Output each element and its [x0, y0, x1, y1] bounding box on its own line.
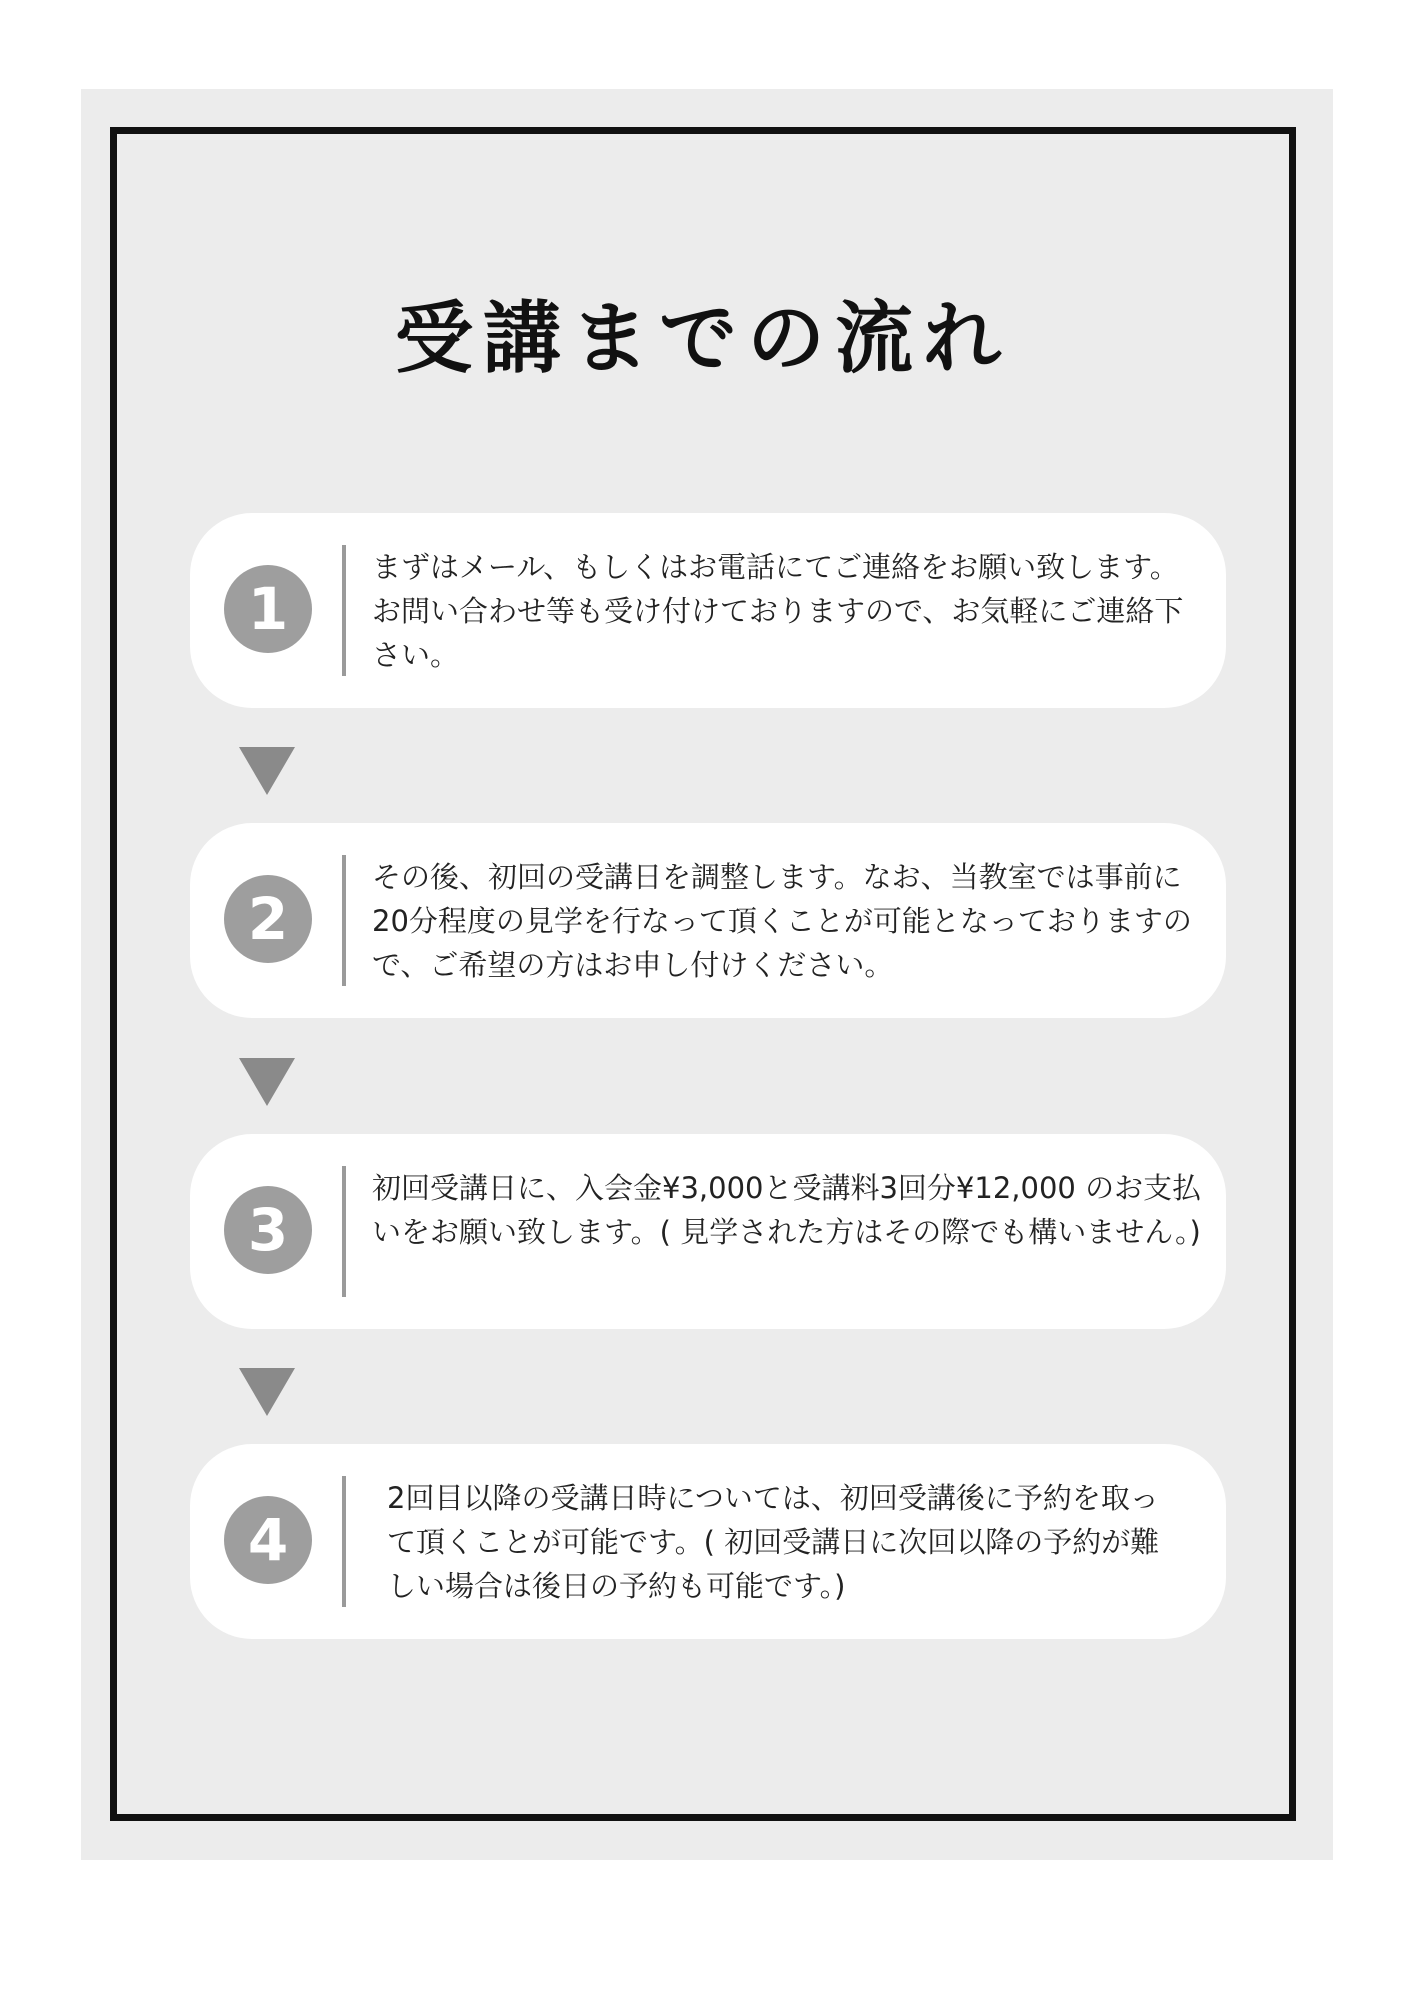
- step-number-badge: 1: [224, 565, 312, 653]
- step-text: 2回目以降の受講日時については、初回受講後に予約を取って頂くことが可能です。( 初回受講日に次回以降の予約が難しい場合は後日の予約も可能です。): [387, 1481, 1160, 1603]
- down-arrow-icon: [239, 1368, 295, 1416]
- step-card-3: [190, 1134, 1226, 1329]
- step-card-4: [190, 1444, 1226, 1639]
- step-card-1: [190, 513, 1226, 708]
- step-divider: [342, 855, 346, 986]
- down-arrow-icon: [239, 747, 295, 795]
- step-divider: [342, 1166, 346, 1297]
- step-card-2: [190, 823, 1226, 1018]
- step-number-badge: 4: [224, 1496, 312, 1584]
- step-text: 初回受講日に、入会金¥3,000と受講料3回分¥12,000 のお支払いをお願い致します。( 見学された方はその際でも構いません。): [372, 1171, 1202, 1249]
- step-divider: [342, 545, 346, 676]
- step-text: その後、初回の受講日を調整します。なお、当教室では事前に20分程度の見学を行なって頂くことが可能となっておりますので、ご希望の方はお申し付けください。: [372, 860, 1192, 982]
- down-arrow-icon: [239, 1058, 295, 1106]
- page-title: 受講までの流れ: [394, 294, 1011, 384]
- step-number-badge: 2: [224, 875, 312, 963]
- step-divider: [342, 1476, 346, 1607]
- step-number-badge: 3: [224, 1186, 312, 1274]
- step-text: まずはメール、もしくはお電話にてご連絡をお願い致します。お問い合わせ等も受け付けておりますので、お気軽にご連絡下さい。: [372, 550, 1184, 672]
